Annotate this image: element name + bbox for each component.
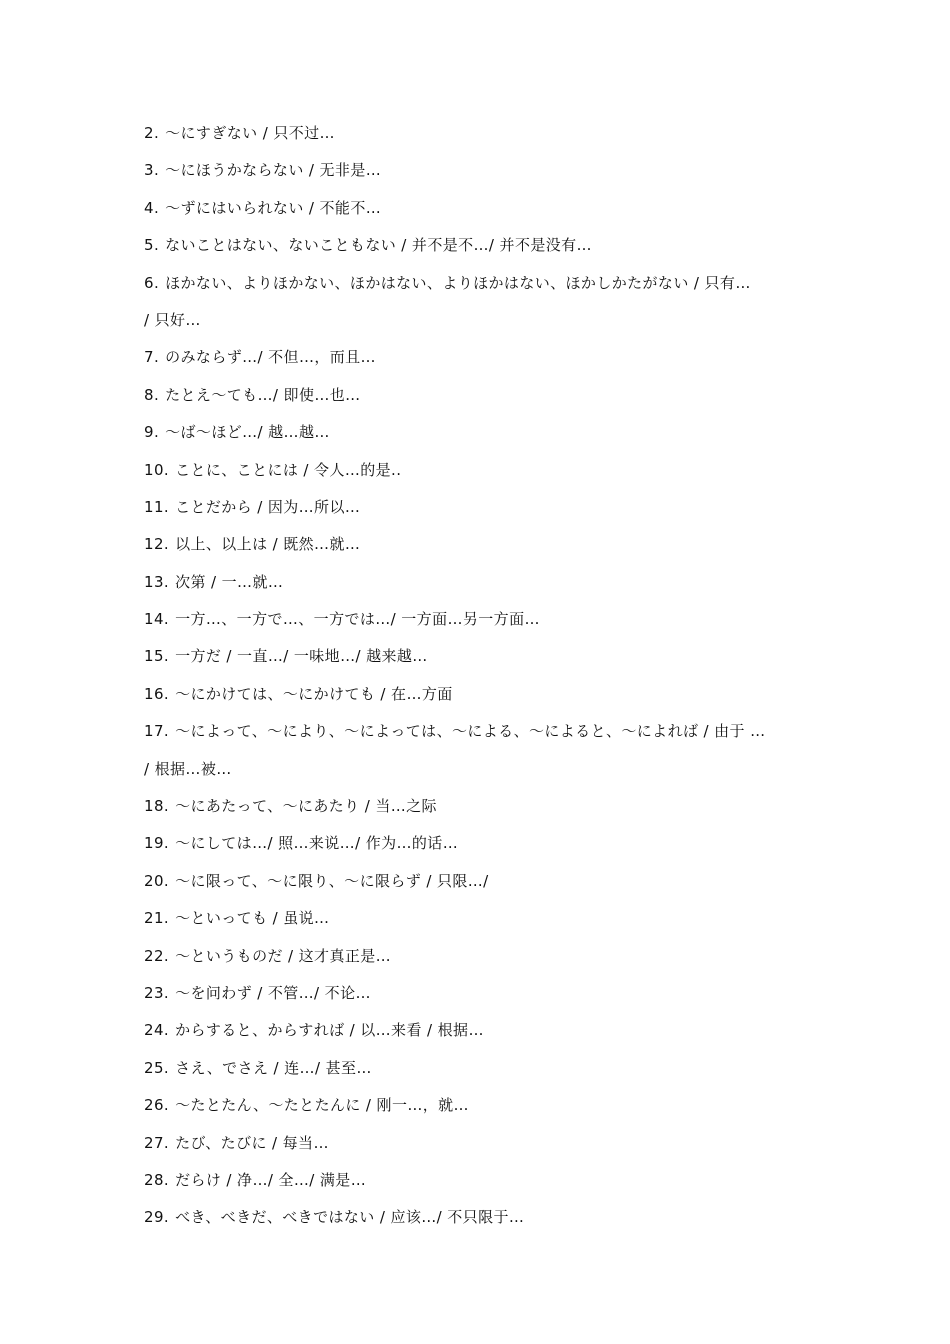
- list-item: [144, 680, 824, 717]
- list-item: [144, 119, 824, 156]
- item-number: 28.: [144, 1170, 170, 1189]
- grammar-list: [144, 119, 824, 1241]
- item-number: 21.: [144, 909, 170, 928]
- list-item: [144, 1129, 824, 1166]
- item-number: 11.: [144, 497, 170, 516]
- item-text: からすると、からすれば / 以…来看 / 根据…: [175, 1021, 484, 1040]
- list-item: [144, 642, 824, 679]
- list-item: [144, 904, 824, 941]
- list-item: [144, 493, 824, 530]
- item-number: 16.: [144, 684, 170, 703]
- item-number: 27.: [144, 1133, 170, 1152]
- item-text: ～にすぎない / 只不过…: [165, 124, 335, 142]
- list-item: [144, 1054, 824, 1091]
- item-number: 22.: [144, 946, 170, 965]
- item-text: ～たとたん、～たとたんに / 刚一…，就…: [175, 1096, 469, 1115]
- item-text: 以上、以上は / 既然…就…: [175, 535, 361, 554]
- item-text: ほかない、よりほかない、ほかはない、よりほかはない、ほかしかたがない / 只有…: [165, 273, 751, 292]
- item-text: だらけ / 净…/ 全…/ 满是…: [175, 1170, 367, 1189]
- item-text: ～ずにはいられない / 不能不…: [165, 198, 382, 217]
- list-item: [144, 231, 824, 268]
- item-text: 一方…、一方で…、一方では…/ 一方面…另一方面…: [175, 610, 540, 629]
- item-text: ことに、ことには / 令人…的是..: [175, 460, 402, 479]
- item-number: 14.: [144, 610, 170, 629]
- item-text: たとえ～ても…/ 即使…也…: [165, 385, 361, 404]
- list-item-continuation: [144, 755, 824, 792]
- item-text: ～といっても / 虽说…: [175, 909, 330, 928]
- item-number: 17.: [144, 722, 170, 741]
- item-number: 12.: [144, 535, 170, 554]
- item-text: たび、たびに / 每当…: [175, 1133, 329, 1152]
- item-number: 10.: [144, 460, 170, 479]
- list-item: [144, 867, 824, 904]
- item-number: 7.: [144, 348, 160, 367]
- item-number: 13.: [144, 572, 170, 591]
- list-item: [144, 156, 824, 193]
- item-text: / 根据…被…: [144, 759, 232, 778]
- list-item: [144, 717, 824, 754]
- item-text: 一方だ / 一直…/ 一味地…/ 越来越…: [175, 647, 428, 666]
- list-item: [144, 194, 824, 231]
- item-number: 26.: [144, 1096, 170, 1115]
- list-item: [144, 530, 824, 567]
- item-text: のみならず…/ 不但…，而且…: [165, 348, 376, 367]
- item-number: 15.: [144, 647, 170, 666]
- item-text: さえ、でさえ / 连…/ 甚至…: [175, 1058, 372, 1077]
- list-item: [144, 1203, 824, 1240]
- item-number: 6.: [144, 273, 160, 292]
- list-item: [144, 343, 824, 380]
- item-text: / 只好…: [144, 310, 201, 329]
- item-text: ～ば～ほど…/ 越…越…: [165, 423, 330, 442]
- list-item: [144, 605, 824, 642]
- item-number: 20.: [144, 871, 170, 890]
- list-item: [144, 269, 824, 306]
- item-text: 次第 / 一…就…: [175, 572, 284, 591]
- item-number: 5.: [144, 236, 160, 255]
- list-item: [144, 979, 824, 1016]
- list-item: [144, 456, 824, 493]
- item-text: べき、べきだ、べきではない / 应该…/ 不只限于…: [175, 1208, 525, 1227]
- item-text: ～に限って、～に限り、～に限らず / 只限…/: [175, 871, 489, 890]
- item-number: 8.: [144, 385, 160, 404]
- item-number: 24.: [144, 1021, 170, 1040]
- list-item: [144, 568, 824, 605]
- list-item-continuation: [144, 306, 824, 343]
- item-number: 19.: [144, 834, 170, 853]
- item-text: ～にほうかならない / 无非是…: [165, 161, 382, 180]
- list-item: [144, 829, 824, 866]
- list-item: [144, 381, 824, 418]
- list-item: [144, 1016, 824, 1053]
- item-text: ～を问わず / 不管…/ 不论…: [175, 983, 371, 1002]
- item-number: 18.: [144, 797, 170, 816]
- list-item: [144, 418, 824, 455]
- list-item: [144, 792, 824, 829]
- item-text: ～にしては…/ 照…来说…/ 作为…的话…: [175, 834, 459, 853]
- item-number: 4.: [144, 198, 160, 217]
- item-text: ～によって、～により、～によっては、～による、～によると、～によれば / 由于 …: [175, 722, 766, 741]
- item-number: 3.: [144, 161, 160, 180]
- item-text: ことだから / 因为…所以…: [175, 497, 361, 516]
- item-text: ないことはない、ないこともない / 并不是不…/ 并不是没有…: [165, 236, 592, 255]
- item-text: ～にかけては、～にかけても / 在…方面: [175, 684, 453, 703]
- item-number: 2.: [144, 124, 160, 142]
- item-number: 9.: [144, 423, 160, 442]
- item-text: ～にあたって、～にあたり / 当…之际: [175, 797, 437, 816]
- item-number: 29.: [144, 1208, 170, 1227]
- item-text: ～というものだ / 这才真正是…: [175, 946, 392, 965]
- list-item: [144, 1091, 824, 1128]
- list-item: [144, 942, 824, 979]
- item-number: 25.: [144, 1058, 170, 1077]
- item-number: 23.: [144, 983, 170, 1002]
- list-item: [144, 1166, 824, 1203]
